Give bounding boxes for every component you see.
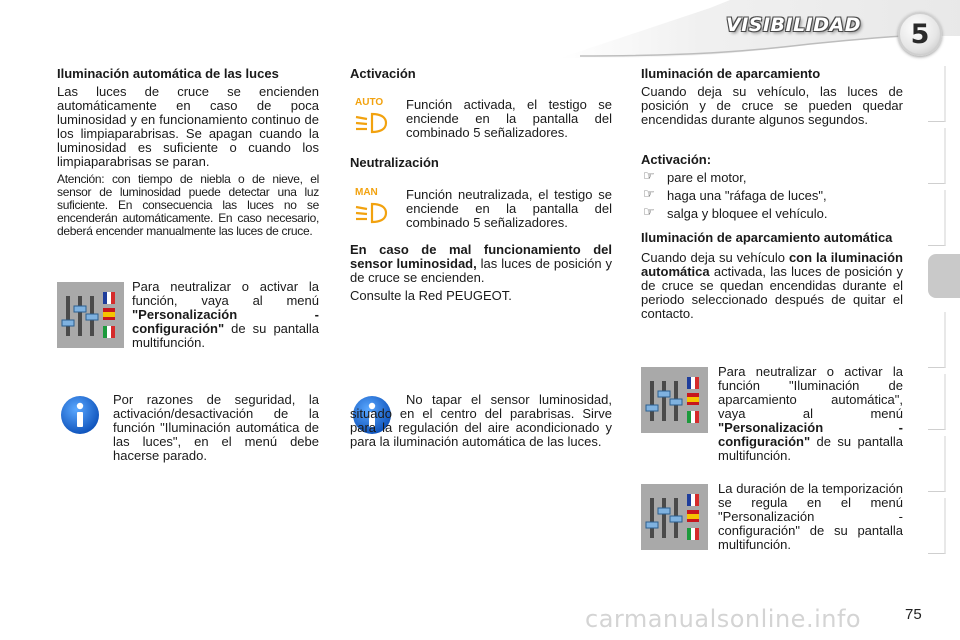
section-heading: Iluminación de aparcamiento bbox=[641, 66, 821, 81]
chapter-tab[interactable] bbox=[928, 436, 946, 492]
section-heading: Neutralización bbox=[350, 155, 439, 170]
auto-label: AUTO bbox=[355, 97, 384, 108]
paragraph-text: Cuando deja su vehículo bbox=[641, 250, 789, 265]
timer-instruction: La duración de la temporización se regula en el menú "Personalización - configuración" de su pantalla multifunción. bbox=[718, 481, 903, 552]
sensor-note: No tapar el sensor luminosidad, situado en el centro del parabrisas. Sirve para la regulación del aire acondicionado y para la iluminación automática de las luces. bbox=[350, 392, 612, 449]
chapter-tab[interactable] bbox=[928, 190, 946, 246]
menu-path: "Personalización - configuración" bbox=[718, 420, 903, 449]
bullet-item: ☞ haga una "ráfaga de luces", bbox=[641, 189, 903, 203]
page-number: 75 bbox=[905, 606, 922, 623]
chapter-number: 5 bbox=[910, 19, 930, 50]
chapter-tab[interactable] bbox=[928, 128, 946, 184]
consult-text: Consulte la Red PEUGEOT. bbox=[350, 288, 512, 303]
menu-path: "Personalización - configuración" bbox=[132, 307, 319, 336]
bullet-item: ☞ salga y bloquee el vehículo. bbox=[641, 207, 903, 221]
man-description: Función neutralizada, el testigo se enciende en la pantalla del combinado 5 señalizadores. bbox=[406, 187, 612, 230]
fault-heading: En caso de mal funcionamiento del sensor luminosidad, bbox=[350, 242, 612, 271]
activation-heading bbox=[350, 67, 612, 85]
auto-lamp-icon bbox=[352, 96, 392, 140]
multifunction-menu-icon bbox=[641, 367, 708, 433]
multifunction-menu-icon bbox=[57, 282, 124, 348]
paragraph-text-end: activada, las luces de posición y de cruce se quedan encendidas durante el periodo seleccionado después de quitar el contacto. bbox=[641, 264, 903, 321]
menu-text-end: de su pantalla multifunción. bbox=[718, 434, 903, 463]
chapter-tab[interactable] bbox=[928, 374, 946, 430]
chapter-tab[interactable] bbox=[928, 66, 946, 122]
neutral-heading bbox=[350, 156, 612, 174]
info-icon bbox=[60, 395, 100, 435]
auto-description: Función activada, el testigo se enciende en la pantalla del combinado 5 señalizadores. bbox=[406, 97, 612, 140]
chapter-tab[interactable] bbox=[928, 312, 946, 368]
left-column bbox=[57, 67, 319, 242]
menu-text: Para neutralizar o activar la función "Iluminación de aparcamiento automática", vaya al menú bbox=[718, 364, 903, 421]
menu-instruction bbox=[718, 365, 903, 463]
menu-text: Para neutralizar o activar la función, vaya al menú bbox=[132, 279, 319, 308]
multifunction-menu-icon bbox=[641, 484, 708, 550]
man-label: MAN bbox=[355, 187, 378, 198]
chapter-tab[interactable] bbox=[928, 498, 946, 554]
chapter-badge bbox=[898, 12, 942, 56]
fault-block bbox=[350, 243, 612, 307]
fault-text: las luces de posición y de cruce se encienden. bbox=[350, 256, 612, 285]
page-title: VISIBILIDAD bbox=[726, 14, 862, 36]
warning-paragraph: Atención: con tiempo de niebla o de nieve, el sensor de luminosidad puede detectar una luz suficiente. En consecuencia las luces no se encenderán automáticamente. En caso necesario, deberá encender manualmente las luces de cruce. bbox=[57, 172, 319, 238]
right-column bbox=[641, 67, 903, 325]
section-heading: Iluminación de aparcamiento automática bbox=[641, 230, 893, 245]
watermark: carmanualsonline.info bbox=[585, 605, 862, 633]
activation-heading: Activación: bbox=[641, 152, 712, 167]
chapter-tab-active[interactable] bbox=[928, 254, 960, 298]
chapter-tabs bbox=[928, 66, 960, 576]
paragraph-bold: con la iluminación automática bbox=[641, 250, 903, 279]
info-note: Por razones de seguridad, la activación/desactivación de la función "Iluminación automática de las luces", en el menú debe hacerse parado. bbox=[113, 392, 319, 463]
paragraph: Las luces de cruce se encienden automáticamente en caso de poca luminosidad y en funcionamiento continuo de los limpiaparabrisas. Se apagan cuando la luminosidad es suficiente o cuando los limpiaparabrisas se paran. bbox=[57, 84, 319, 169]
section-heading: Activación bbox=[350, 66, 416, 81]
menu-text-end: de su pantalla multifunción. bbox=[132, 321, 319, 350]
bullet-item: ☞ pare el motor, bbox=[641, 171, 903, 185]
man-lamp-icon bbox=[352, 186, 392, 230]
section-heading: Iluminación automática de las luces bbox=[57, 66, 279, 81]
paragraph: Cuando deja su vehículo, las luces de posición y de cruce se pueden quedar encendidas durante algunos segundos. bbox=[641, 84, 903, 127]
menu-instruction bbox=[132, 280, 319, 350]
